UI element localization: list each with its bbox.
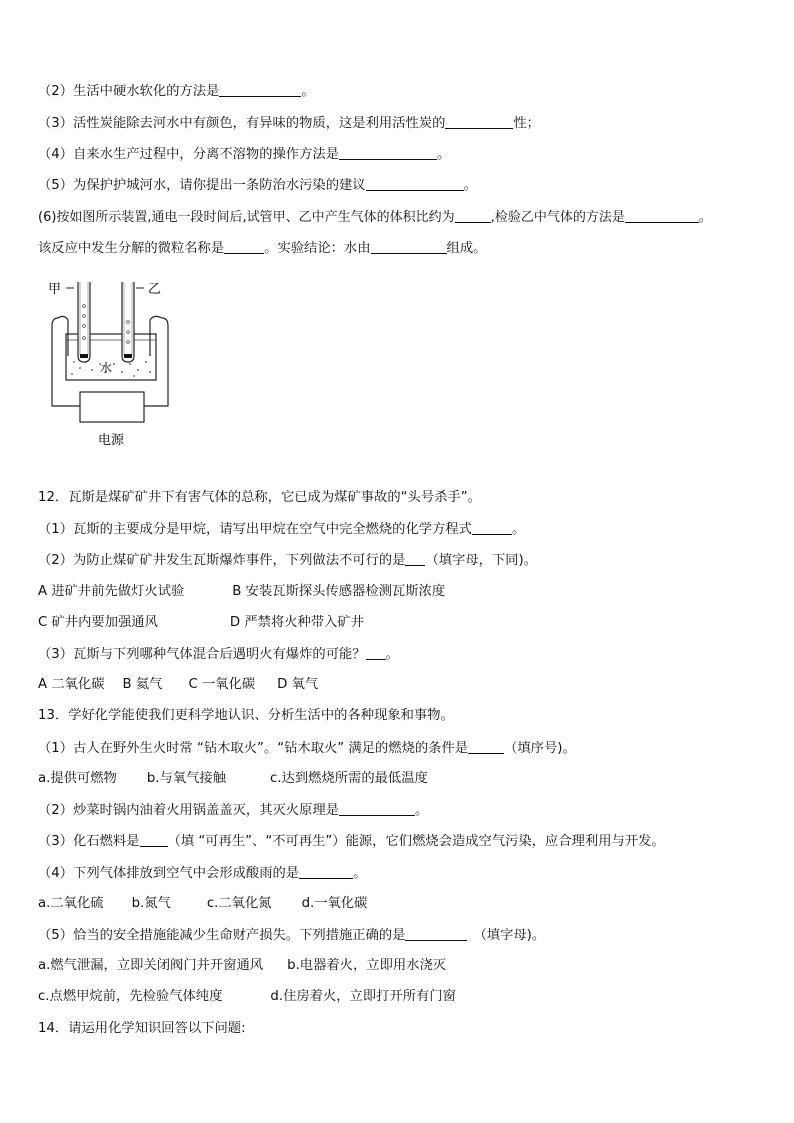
answer-blank[interactable] — [339, 145, 437, 160]
q13-part5-options-ab: a.燃气泄漏，立即关闭阀门并开窗通风 b.电器着火，立即用水浇灭 — [38, 958, 447, 973]
answer-blank[interactable] — [625, 208, 699, 223]
q12-part2: （2）为防止煤矿矿井发生瓦斯爆炸事件，下列做法不可行的是 （填字母，下同)。 — [38, 553, 538, 568]
answer-blank[interactable] — [455, 208, 491, 223]
answer-blank[interactable] — [405, 551, 425, 566]
label-yi: 乙 — [148, 282, 162, 297]
q12-options-cd: C 矿井内要加强通风 D 严禁将火种带入矿井 — [38, 615, 365, 630]
answer-blank[interactable] — [405, 926, 467, 941]
q14-title: 14．请运用化学知识回答以下问题: — [38, 1021, 246, 1036]
q13-part4-options: a.二氧化硫 b.氮气 c.二氧化氮 d.一氧化碳 — [38, 896, 368, 911]
q11-part2: （2）生活中硬水软化的方法是 。 — [38, 84, 315, 99]
power-supply-box — [80, 392, 144, 422]
answer-blank[interactable] — [224, 239, 264, 254]
q11-part6: (6)按如图所示装置,通电一段时间后,试管甲、乙中产生气体的体积比约为 ,检验乙中气体的方法是 。 — [38, 210, 712, 225]
q13-part5-options-cd: c.点燃甲烷前，先检验气体纯度 d.住房着火，立即打开所有门窗 — [38, 989, 456, 1004]
answer-blank[interactable] — [339, 801, 415, 816]
label-water: 水 — [100, 361, 113, 375]
q12-part3-options: A 二氧化碳 B 氦气 C 一氧化碳 D 氧气 — [38, 677, 319, 692]
q13-part1-options: a.提供可燃物 b.与氧气接触 c.达到燃烧所需的最低温度 — [38, 771, 428, 786]
q12-part3: （3）瓦斯与下列哪种气体混合后遇明火有爆炸的可能？ 。 — [38, 647, 399, 662]
answer-blank[interactable] — [445, 114, 513, 129]
label-jia: 甲 — [48, 282, 62, 297]
q12-options-ab: A 进矿井前先做灯火试验 B 安装瓦斯探头传感器检测瓦斯浓度 — [38, 584, 446, 599]
answer-blank[interactable] — [366, 176, 464, 191]
answer-blank[interactable] — [472, 520, 512, 535]
q11-part6-cont: 该反应中发生分解的微粒名称是 。实验结论：水由 组成。 — [38, 241, 487, 256]
q13-part5: （5）恰当的安全措施能减少生命财产损失。下列措施正确的是 （填字母)。 — [38, 928, 546, 943]
electrolysis-diagram — [44, 276, 184, 456]
answer-blank[interactable] — [140, 832, 168, 847]
q12-title: 12．瓦斯是煤矿矿井下有害气体的总称，它已成为煤矿事故的“头号杀手”。 — [38, 490, 481, 505]
q11-part3: （3）活性炭能除去河水中有颜色，有异味的物质，这是利用活性炭的 性； — [38, 116, 540, 131]
answer-blank[interactable] — [299, 864, 353, 879]
q13-part2: （2）炒菜时锅内油着火用锅盖盖灭，其灭火原理是 。 — [38, 803, 429, 818]
electrolysis-apparatus-figure — [44, 276, 184, 456]
q12-part1: （1）瓦斯的主要成分是甲烷，请写出甲烷在空气中完全燃烧的化学方程式 。 — [38, 522, 526, 537]
answer-blank[interactable] — [371, 239, 447, 254]
q13-part3: （3）化石燃料是 （填 “可再生”、“不可再生”）能源，它们燃烧会造成空气污染，应合理利用与开发。 — [38, 834, 665, 849]
q11-part4: （4）自来水生产过程中，分离不溶物的操作方法是 。 — [38, 147, 451, 162]
q13-part4: （4）下列气体排放到空气中会形成酸雨的是 。 — [38, 866, 367, 881]
answer-blank[interactable] — [366, 645, 386, 660]
q13-title: 13．学好化学能使我们更科学地认识、分析生活中的各种现象和事物。 — [38, 708, 454, 723]
q11-part5: （5）为保护护城河水，请你提出一条防治水污染的建议 。 — [38, 178, 477, 193]
q13-part1: （1）古人在野外生火时常 “钻木取火”。“钻木取火” 满足的燃烧的条件是 （填序号)。 — [38, 741, 576, 756]
answer-blank[interactable] — [468, 739, 504, 754]
answer-blank[interactable] — [219, 82, 301, 97]
label-power: 电源 — [98, 433, 125, 448]
